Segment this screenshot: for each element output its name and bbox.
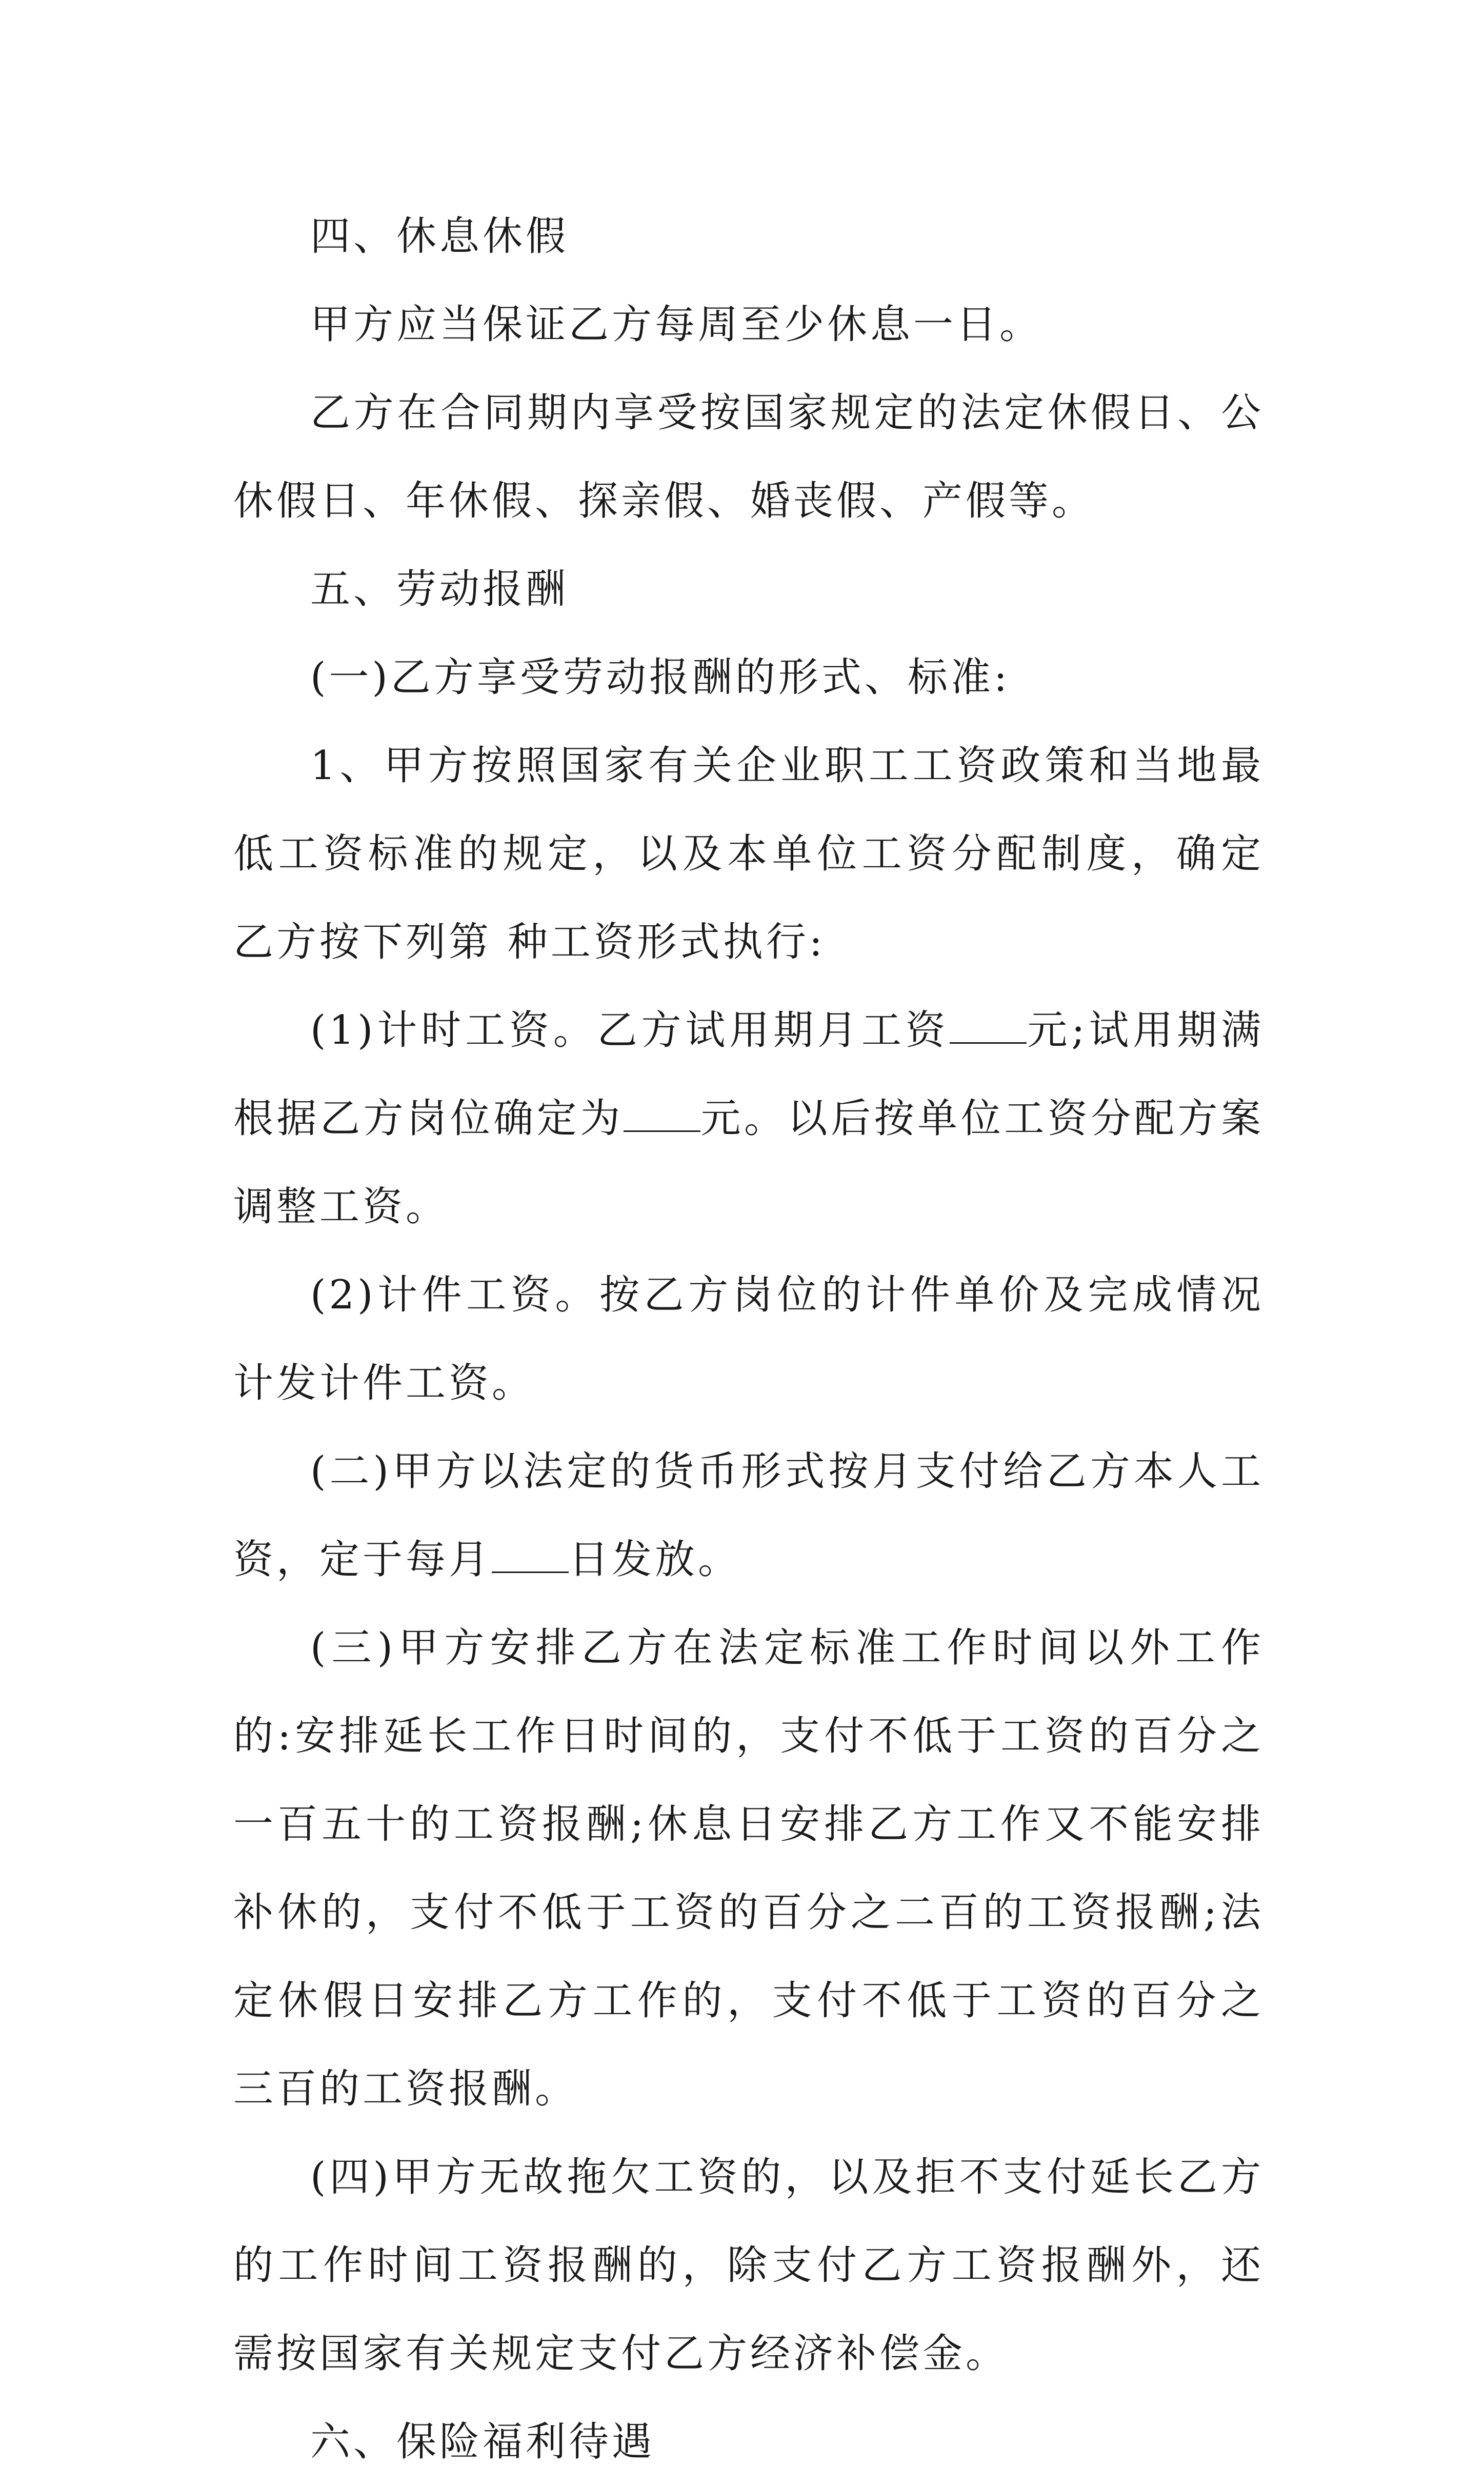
section-heading-insurance: 六、保险福利待遇 — [310, 2419, 655, 2465]
document-body — [233, 192, 1264, 2486]
monthly-pay-text-2: 日发放。 — [569, 1537, 741, 1583]
paragraph-overtime-pay: (三)甲方安排乙方在法定标准工作时间以外工作的:安排延长工作日时间的，支付不低于工资的百分之一百五十的工资报酬;休息日安排乙方工作又不能安排补休的，支付不低于工资的百分之二百的工资报酬;法定休假日安排乙方工作的，支付不低于工资的百分之三百的工资报酬。 — [233, 1625, 1264, 2112]
paragraph-piece-wage: (2)计件工资。按乙方岗位的计件单价及完成情况计发计件工资。 — [233, 1272, 1264, 1406]
section-heading-remuneration: 五、劳动报酬 — [310, 566, 569, 612]
time-wage-text-1: (1)计时工资。乙方试用期月工资 — [310, 1007, 950, 1053]
paragraph-pay-form: (一)乙方享受劳动报酬的形式、标准: — [310, 654, 1011, 701]
paragraph-wage-arrears: (四)甲方无故拖欠工资的，以及拒不支付延长乙方的工作时间工资报酬的，除支付乙方工资报酬外，还需按国家有关规定支付乙方经济补偿金。 — [233, 2154, 1264, 2377]
paragraph-pay-standard: 1、甲方按照国家有关企业职工工资政策和当地最低工资标准的规定，以及本单位工资分配制度，确定乙方按下列第 种工资形式执行: — [233, 743, 1264, 965]
time-wage-text-3: 元。以后按单位工资分配方案调整工资。 — [233, 1096, 1264, 1230]
section-heading-rest: 四、休息休假 — [310, 213, 569, 260]
paragraph-monthly-pay — [233, 1427, 1264, 1604]
paragraph-weekly-rest: 甲方应当保证乙方每周至少休息一日。 — [310, 302, 1043, 348]
time-wage-text-2: 元;试用期满根据乙方岗位确定为 — [233, 1007, 1264, 1142]
pay-day-blank — [492, 1541, 569, 1573]
probation-wage-blank — [950, 1011, 1027, 1044]
paragraph-time-wage — [233, 986, 1264, 1251]
regular-wage-blank — [624, 1100, 700, 1132]
paragraph-statutory-holidays: 乙方在合同期内享受按国家规定的法定休假日、公休假日、年休假、探亲假、婚丧假、产假等。 — [233, 390, 1264, 524]
monthly-pay-text-1: (二)甲方以法定的货币形式按月支付给乙方本人工资，定于每月 — [233, 1448, 1264, 1583]
